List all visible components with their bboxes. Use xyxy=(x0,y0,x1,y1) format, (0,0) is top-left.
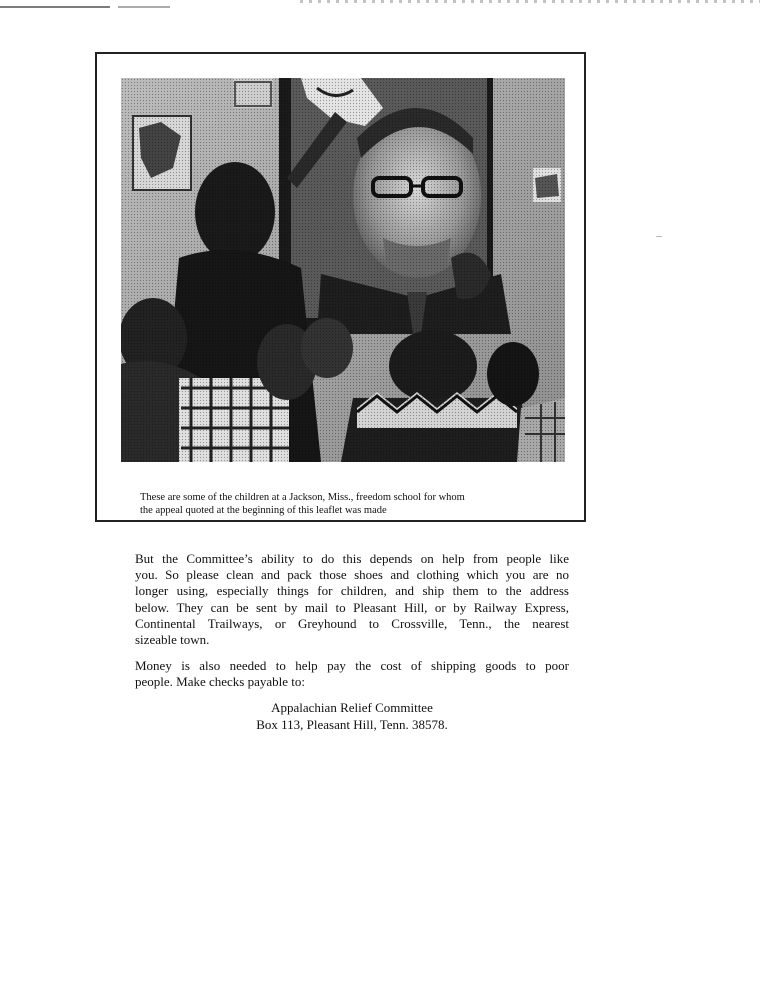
photo-caption xyxy=(140,491,560,517)
paragraph-1-line-1: But the Committee’s ability to do this depends on help from people like xyxy=(135,551,569,566)
paragraph-1 xyxy=(135,551,569,648)
scan-speck xyxy=(656,236,662,237)
paragraph-2 xyxy=(135,658,569,690)
caption-line-1: These are some of the children at a Jackson, Miss., freedom school for whom xyxy=(140,492,465,503)
caption-line-2: the appeal quoted at the beginning of this leaflet was made xyxy=(140,505,387,516)
paragraph-2-line-1: Money is also needed to help pay the cost of shipping goods to poor xyxy=(135,658,569,674)
paragraph-2-line-2: people. Make checks payable to: xyxy=(135,674,306,690)
scan-edge-line xyxy=(0,6,763,8)
paragraph-1-line-2: you. So please clean and pack those shoes and clothing which you are no xyxy=(135,567,569,583)
paragraph-1-line-5: Continental Trailways, or Greyhound to Crossville, Tenn., the nearest xyxy=(135,615,569,631)
photo-image xyxy=(121,78,565,462)
paragraph-1-line-4: below. They can be sent by mail to Pleasant Hill, or by Railway Express, xyxy=(135,599,569,615)
mailing-address xyxy=(135,700,569,733)
scan-edge-dots xyxy=(300,0,760,3)
address-street: Box 113, Pleasant Hill, Tenn. 38578. xyxy=(256,716,448,732)
freedom-school-photo xyxy=(121,78,565,462)
appeal-text xyxy=(135,551,569,701)
photo-frame xyxy=(95,52,586,522)
paragraph-1-line-6: sizeable town. xyxy=(135,632,210,648)
address-name: Appalachian Relief Committee xyxy=(271,700,433,715)
paragraph-1-line-3: longer using, especially things for children, and ship them to the address xyxy=(135,583,569,599)
